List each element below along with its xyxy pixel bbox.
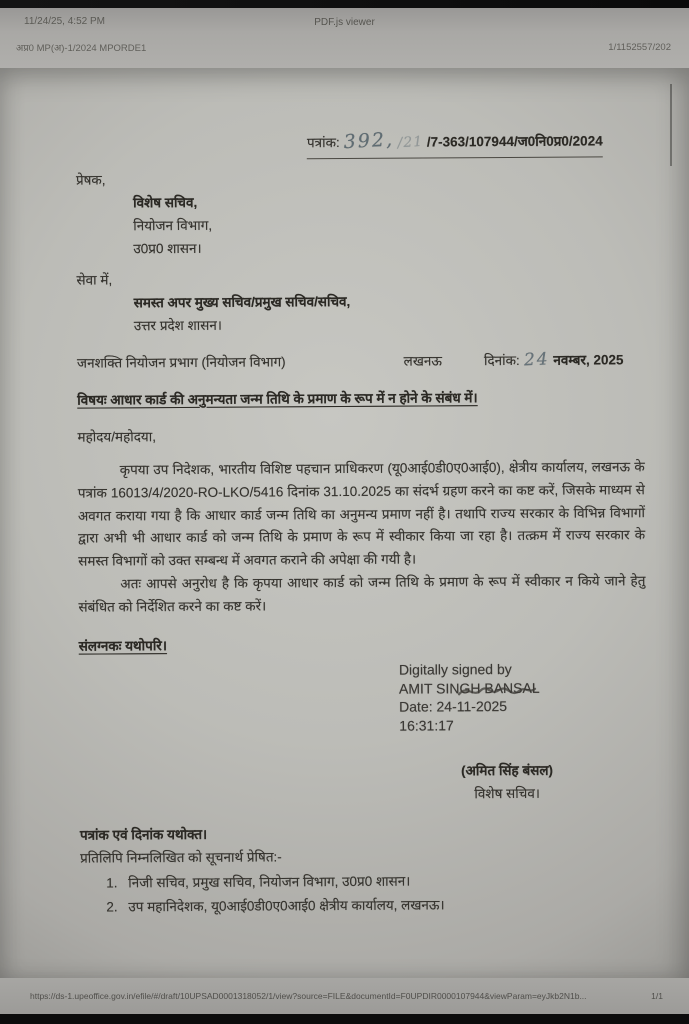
sender-department: नियोजन विभाग, xyxy=(133,217,213,234)
copy-item-text: निजी सचिव, प्रमुख सचिव, नियोजन विभाग, उ0प्र0 शासन। xyxy=(128,873,411,891)
body-paragraph-2: अतः आपसे अनुरोध है कि कृपया आधार कार्ड को जन्म तिथि के प्रमाण के रूप में स्वीकार न किये जाने हेतु संबंधित को निर्देशित करने का कष्ट करें। xyxy=(78,573,646,615)
digital-signature-line4: 16:31:17 xyxy=(399,716,454,734)
scanned-letter xyxy=(0,123,689,920)
file-reference: अप्र0 MP(अ)-1/2024 MPORDE1 xyxy=(16,43,147,54)
date-label: दिनांक: xyxy=(483,352,520,369)
handwritten-initials-scribble xyxy=(457,678,537,704)
copy-item-number: 2. xyxy=(106,899,118,915)
date-handwritten: 24 xyxy=(523,349,550,371)
document-url: https://ds-1.upeoffice.gov.in/efile/#/draft/10UPSAD0001318052/1/view?source=FILE&documentId=F0UPDIR0000107944&viewParam=eyJkb2N1b... xyxy=(30,991,587,1001)
copy-item-text: उप महानिदेशक, यू0आई0डी0ए0आई0 क्षेत्रीय कार्यालय, लखनऊ। xyxy=(128,897,445,915)
page-indicator: 1/1 xyxy=(651,991,663,1001)
timestamp: 11/24/25, 4:52 PM xyxy=(24,16,105,27)
recipient-label: सेवा में, xyxy=(76,272,113,288)
recipient-government: उत्तर प्रदेश शासन। xyxy=(133,317,223,334)
place: लखनऊ xyxy=(403,353,442,369)
copy-item-number: 1. xyxy=(106,875,118,891)
serial-number: 1/1152557/202 xyxy=(608,42,671,53)
ref-handwritten-faint: /21 xyxy=(397,133,424,152)
digital-signature-block xyxy=(399,659,614,734)
salutation: महोदय/महोदया, xyxy=(77,428,157,445)
subject-line: विषयः आधार कार्ड की अनुमन्यता जन्म तिथि के प्रमाण के रूप में न होने के संबंध में। xyxy=(77,389,478,408)
enclosure-note: संलग्नकः यथोपरि। xyxy=(78,638,167,654)
app-title: PDF.js viewer xyxy=(314,17,375,28)
sender-block xyxy=(76,166,644,261)
body-paragraph-1: कृपया उप निदेशक, भारतीय विशिष्ट पहचान प्राधिकरण (यू0आई0डी0ए0आई0), क्षेत्रीय कार्यालय, लखनऊ के पत्रांक 16013/4/2020-RO-LKO/5416 दिनांक 31.10.2025 का संदर्भ ग्रहण करने का कष्ट करें, जिसके माध्यम से अवगत कराया गया है कि आधार कार्ड जन्म तिथि का अनुमन्य प्रमाण नहीं है। तथापि राज्य सरकार के विभिन्न विभागों द्वारा अभी भी आधार कार्ड को जन्म तिथि के प्रमाण के रूप में स्वीकार किया जा रहा है। तत्क्रम में राज्य सरकार के समस्त विभागों को उक्त सम्बन्ध में अवगत कराने की अपेक्षा की गयी है। xyxy=(77,458,646,570)
recipient-block xyxy=(76,266,643,338)
ref-printed-number: /7-363/107944/ज0नि0प्र0/2024 xyxy=(426,133,603,150)
division-date-line xyxy=(77,345,644,377)
list-item xyxy=(106,893,647,919)
viewer-header xyxy=(0,8,689,68)
signature-column xyxy=(399,659,615,806)
division-name: जनशक्ति नियोजन प्रभाग (नियोजन विभाग) xyxy=(76,354,286,371)
sender-name: विशेष सचिव, xyxy=(133,195,198,211)
sender-government: उ0प्र0 शासन। xyxy=(133,240,202,257)
ref-handwritten-number: 392, xyxy=(342,128,395,154)
date-rest: नवम्बर, 2025 xyxy=(553,352,624,368)
ref-label: पत्रांक: xyxy=(306,135,340,151)
copy-list xyxy=(80,869,647,919)
digital-signature-line3: Date: 24-11-2025 xyxy=(399,698,508,715)
ref-date-note: पत्रांक एवं दिनांक यथोक्त। xyxy=(79,826,208,843)
bottom-black-strip xyxy=(0,1014,689,1024)
signatory-designation: विशेष सचिव। xyxy=(474,785,540,802)
viewer-footer xyxy=(0,978,689,1014)
digital-signature-line1: Digitally signed by xyxy=(398,661,512,678)
document-viewport[interactable] xyxy=(0,68,689,978)
copy-note: प्रतिलिपि निम्नलिखित को सूचनार्थ प्रेषित:- xyxy=(80,849,282,866)
list-item xyxy=(106,869,647,895)
footer-block xyxy=(80,821,648,919)
top-black-strip xyxy=(0,0,689,8)
sender-label: प्रेषक, xyxy=(75,172,106,188)
letter-number-line xyxy=(307,123,603,159)
signatory-name: (अमित सिंह बंसल) xyxy=(461,762,553,779)
digital-signature-line2: AMIT SINGH BANSAL xyxy=(398,679,540,697)
recipient-name: समस्त अपर मुख्य सचिव/प्रमुख सचिव/सचिव, xyxy=(133,293,351,311)
